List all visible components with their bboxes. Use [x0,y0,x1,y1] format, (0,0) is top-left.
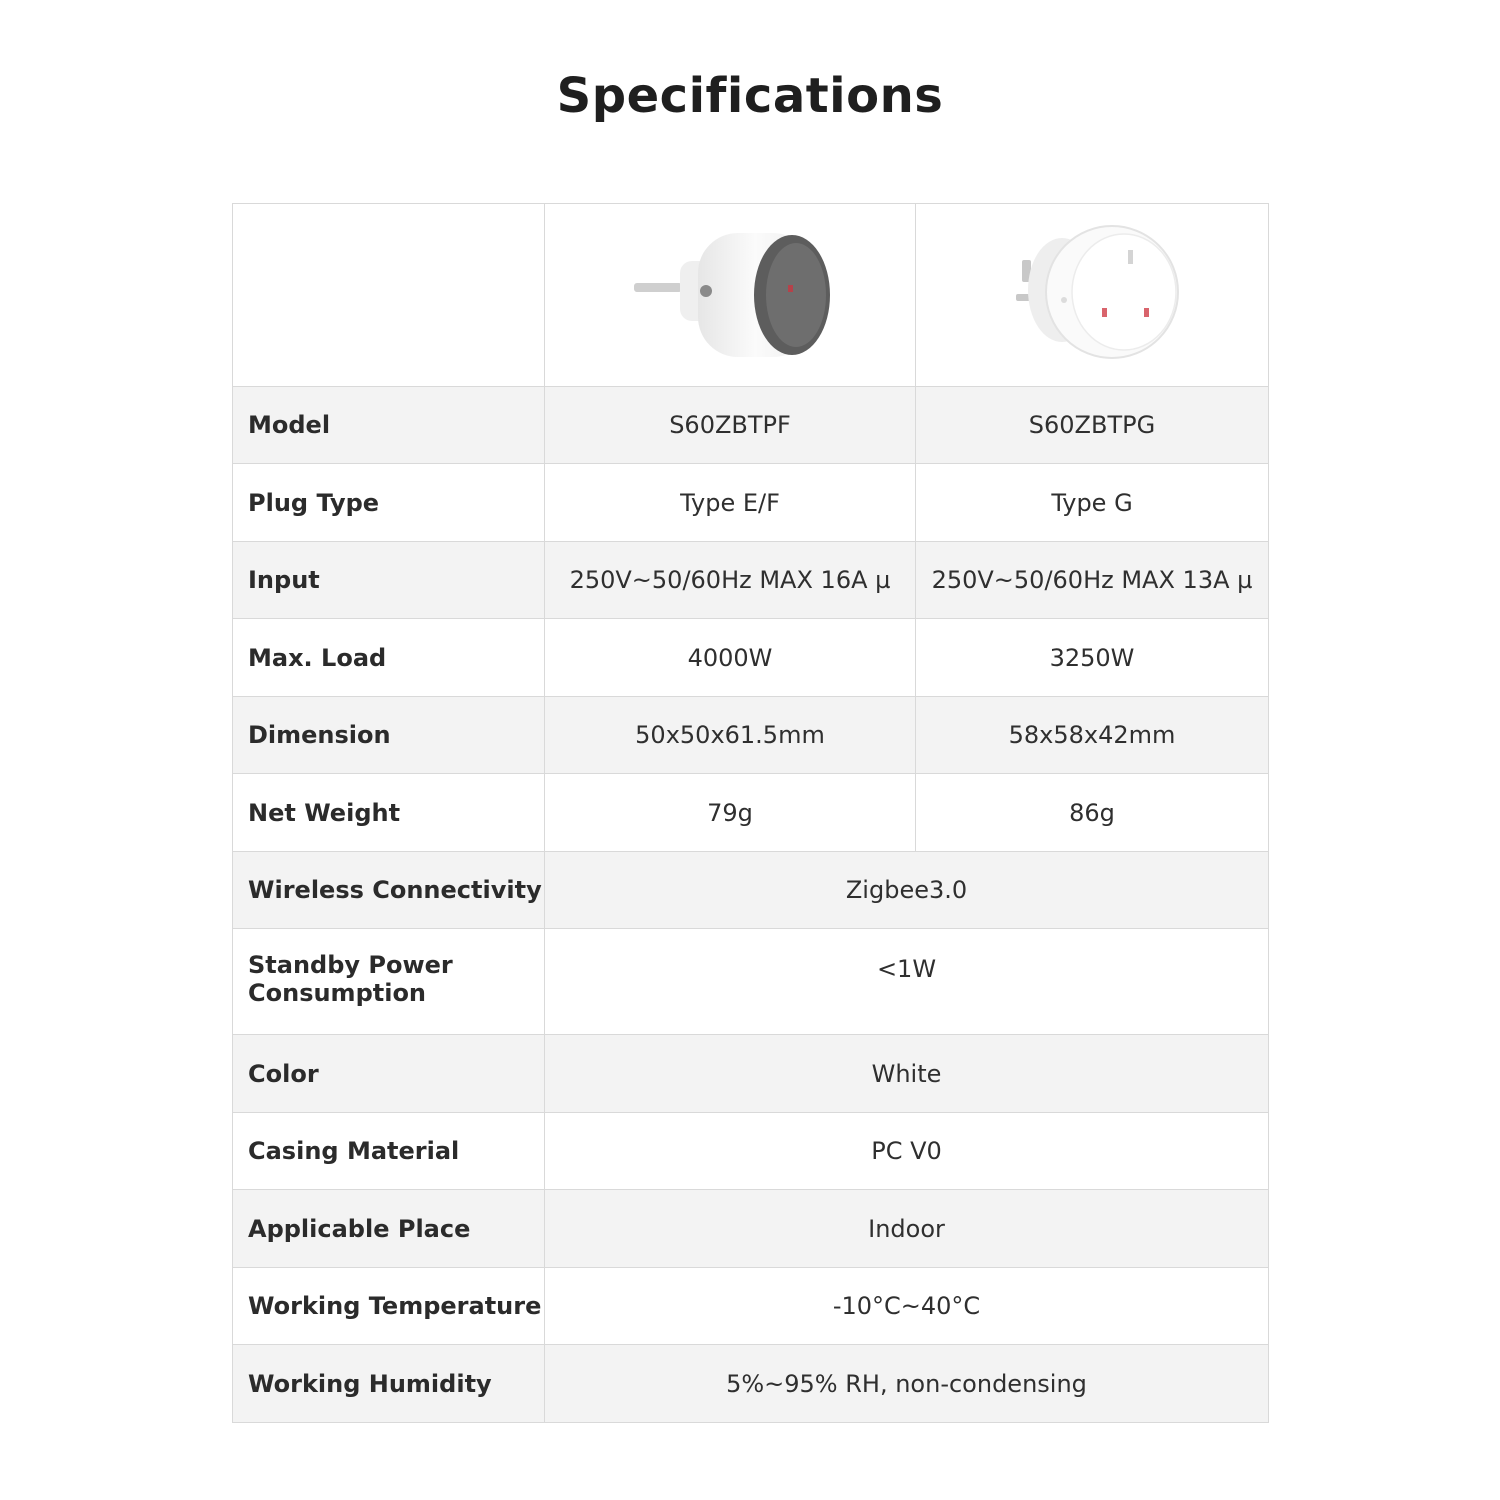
page-title: Specifications [556,68,944,124]
row-label: Wireless Connectivity [233,852,545,929]
row-label: Plug Type [233,464,545,542]
value-uk: 86g [916,774,1269,852]
value-shared: Zigbee3.0 [545,852,1269,929]
row-max-load [233,619,1269,697]
eu-smart-plug-image [620,225,840,365]
value-shared: -10°C~40°C [545,1268,1269,1345]
row-label: Color [233,1035,545,1113]
specifications-table [232,203,1269,1423]
row-casing-material [233,1113,1269,1190]
empty-header-cell [233,204,545,387]
row-standby-power [233,929,1269,1035]
row-net-weight [233,774,1269,852]
row-model [233,387,1269,464]
row-plug-type [233,464,1269,542]
row-working-humidity [233,1345,1269,1423]
uk-smart-plug-image [992,220,1192,370]
value-uk: S60ZBTPG [916,387,1269,464]
row-label: Dimension [233,697,545,774]
value-uk: 3250W [916,619,1269,697]
row-applicable-place [233,1190,1269,1268]
value-uk: 58x58x42mm [916,697,1269,774]
row-label: Working Temperature [233,1268,545,1345]
row-dimension [233,697,1269,774]
row-label: Net Weight [233,774,545,852]
value-eu: Type E/F [545,464,916,542]
row-input [233,542,1269,619]
product-image-row [233,204,1269,387]
value-shared: White [545,1035,1269,1113]
value-shared: <1W [545,929,1269,1035]
product-image-cell-uk [916,204,1269,387]
value-uk: 250V~50/60Hz MAX 13A µ [916,542,1269,619]
value-eu: 79g [545,774,916,852]
value-eu: S60ZBTPF [545,387,916,464]
row-label: Standby Power Consumption [233,929,545,1035]
row-label: Model [233,387,545,464]
value-shared: 5%~95% RH, non-condensing [545,1345,1269,1423]
row-label: Working Humidity [233,1345,545,1423]
value-shared: PC V0 [545,1113,1269,1190]
value-shared: Indoor [545,1190,1269,1268]
row-label: Max. Load [233,619,545,697]
value-eu: 50x50x61.5mm [545,697,916,774]
row-label: Input [233,542,545,619]
row-wireless-connectivity [233,852,1269,929]
value-eu: 250V~50/60Hz MAX 16A µ [545,542,916,619]
row-label: Applicable Place [233,1190,545,1268]
value-eu: 4000W [545,619,916,697]
row-label: Casing Material [233,1113,545,1190]
row-working-temperature [233,1268,1269,1345]
product-image-cell-eu [545,204,916,387]
value-uk: Type G [916,464,1269,542]
row-color [233,1035,1269,1113]
